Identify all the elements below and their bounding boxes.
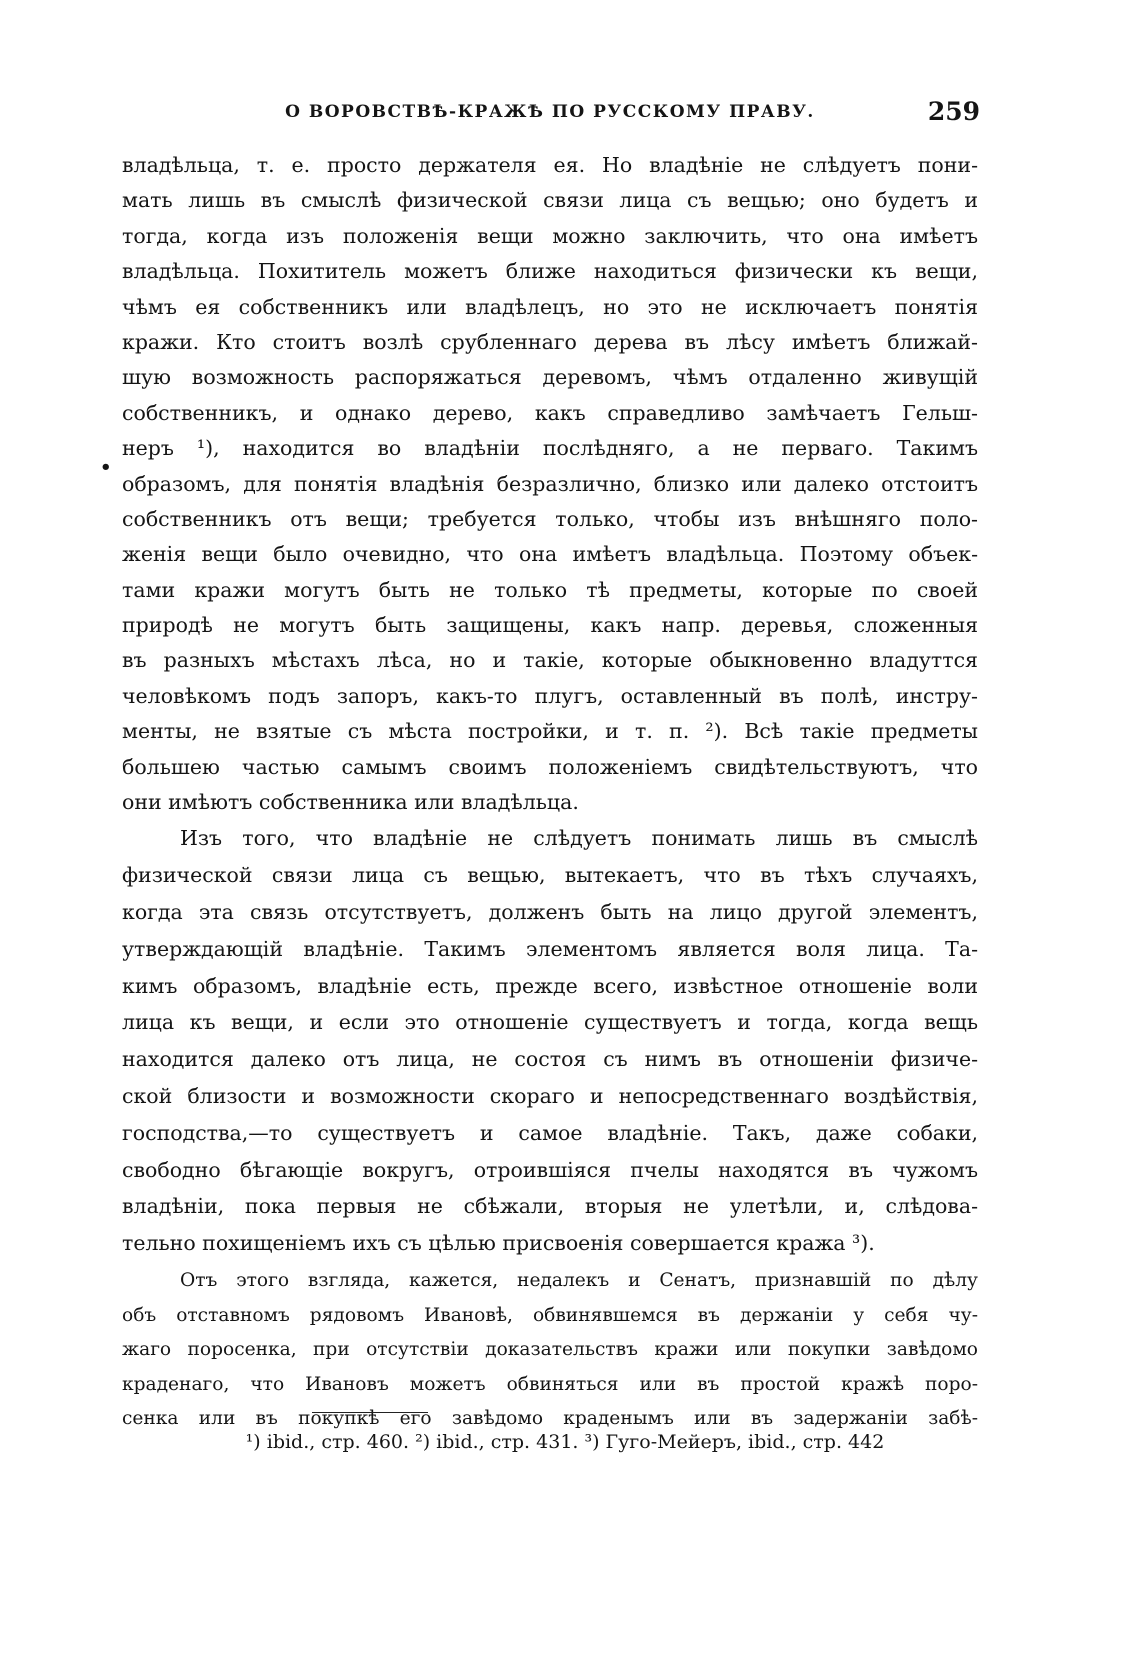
- text-line: человѣкомъ подъ запоръ, какъ-то плугъ, оставленный въ полѣ, инстру-: [122, 683, 978, 708]
- text-line: Изъ того, что владѣніе не слѣдуетъ понимать лишь въ смыслѣ: [180, 826, 978, 851]
- footnote-rule: [312, 1412, 428, 1413]
- text-line: находится далеко отъ лица, не состоя съ нимъ въ отношеніи физиче-: [122, 1047, 978, 1072]
- page-number: 259: [927, 97, 980, 126]
- text-line: тельно похищеніемъ ихъ съ цѣлью присвоенія совершается кража ³).: [122, 1231, 875, 1256]
- text-line: жаго поросенка, при отсутствіи доказательствъ кражи или покупки завѣдомо: [122, 1339, 978, 1361]
- body-text: [122, 148, 978, 1437]
- text-line: владѣніи, пока первыя не сбѣжали, вторыя не улетѣли, и, слѣдова-: [122, 1194, 978, 1219]
- text-line: тогда, когда изъ положенія вещи можно заключить, что она имѣетъ: [122, 223, 978, 248]
- text-line: собственникъ, и однако дерево, какъ справедливо замѣчаетъ Гельш-: [122, 400, 978, 425]
- running-title: О ВОРОВСТВѢ-КРАЖѢ ПО РУССКОМУ ПРАВУ.: [285, 102, 815, 122]
- text-line: природѣ не могутъ быть защищены, какъ напр. деревья, сложенныя: [122, 613, 978, 638]
- text-line: кражи. Кто стоитъ возлѣ срубленнаго дерева въ лѣсу имѣетъ ближай-: [122, 329, 978, 354]
- text-line: они имѣютъ собственника или владѣльца.: [122, 790, 579, 815]
- paragraph-3: [122, 1264, 978, 1437]
- text-line: мать лишь въ смыслѣ физической связи лица съ вещью; оно будетъ и: [122, 188, 978, 213]
- text-line: свободно бѣгающіе вокругъ, отроившіяся пчелы находятся въ чужомъ: [122, 1157, 978, 1182]
- text-line: шую возможность распоряжаться деревомъ, чѣмъ отдаленно живущій: [122, 365, 978, 390]
- text-line: тами кражи могутъ быть не только тѣ предметы, которые по своей: [122, 577, 978, 602]
- text-line: лица къ вещи, и если это отношеніе существуетъ и тогда, когда вещь: [122, 1010, 978, 1035]
- text-line: ской близости и возможности скораго и непосредственнаго воздѣйствія,: [122, 1084, 978, 1108]
- text-line: неръ ¹), находится во владѣніи послѣдняго, а не перваго. Такимъ: [122, 436, 978, 461]
- text-line: объ отставномъ рядовомъ Ивановѣ, обвинявшемся въ держаніи у себя чу-: [122, 1304, 978, 1326]
- running-head: [120, 92, 980, 132]
- text-line: владѣльца, т. е. просто держателя ея. Но владѣніе не слѣдуетъ пони-: [122, 153, 978, 177]
- text-line: менты, не взятые съ мѣста постройки, и т. п. ²). Всѣ такіе предметы: [122, 719, 978, 744]
- text-line: большею частью самымъ своимъ положеніемъ свидѣтельствуютъ, что: [122, 754, 978, 779]
- text-line: Отъ этого взгляда, кажется, недалекъ и Сенатъ, признавшій по дѣлу: [180, 1269, 978, 1291]
- text-line: чѣмъ ея собственникъ или владѣлецъ, но это не исключаетъ понятія: [122, 294, 978, 319]
- text-line: физической связи лица съ вещью, вытекаетъ, что въ тѣхъ случаяхъ,: [122, 863, 978, 888]
- text-line: господства,—то существуетъ и самое владѣніе. Такъ, даже собаки,: [122, 1120, 978, 1145]
- text-line: кимъ образомъ, владѣніе есть, прежде всего, извѣстное отношеніе воли: [122, 973, 978, 998]
- text-line: сенка или въ покупкѣ его завѣдомо краденымъ или въ задержаніи забѣ-: [122, 1408, 978, 1430]
- text-line: когда эта связь отсутствуетъ, долженъ быть на лицо другой элементъ,: [122, 900, 978, 925]
- paragraph-1: [122, 148, 978, 820]
- text-line: въ разныхъ мѣстахъ лѣса, но и такіе, которые обыкновенно владуттся: [122, 648, 978, 673]
- text-line: утверждающій владѣніе. Такимъ элементомъ является воля лица. Та-: [122, 936, 978, 961]
- paragraph-2: [122, 820, 978, 1262]
- text-line: женія вещи было очевидно, что она имѣетъ владѣльца. Поэтому объек-: [122, 542, 978, 567]
- text-line: владѣльца. Похититель можетъ ближе находиться физически къ вещи,: [122, 259, 978, 284]
- margin-mark: •: [100, 457, 112, 478]
- text-line: образомъ, для понятія владѣнія безразлично, близко или далеко отстоитъ: [122, 471, 978, 496]
- text-line: собственникъ отъ вещи; требуется только, чтобы изъ внѣшняго поло-: [122, 506, 978, 531]
- footnotes: ¹) ibid., стр. 460. ²) ibid., стр. 431. ³) Гуго-Мейеръ, ibid., стр. 442: [245, 1431, 885, 1453]
- text-line: краденаго, что Ивановъ можетъ обвиняться или въ простой кражѣ поро-: [122, 1373, 978, 1395]
